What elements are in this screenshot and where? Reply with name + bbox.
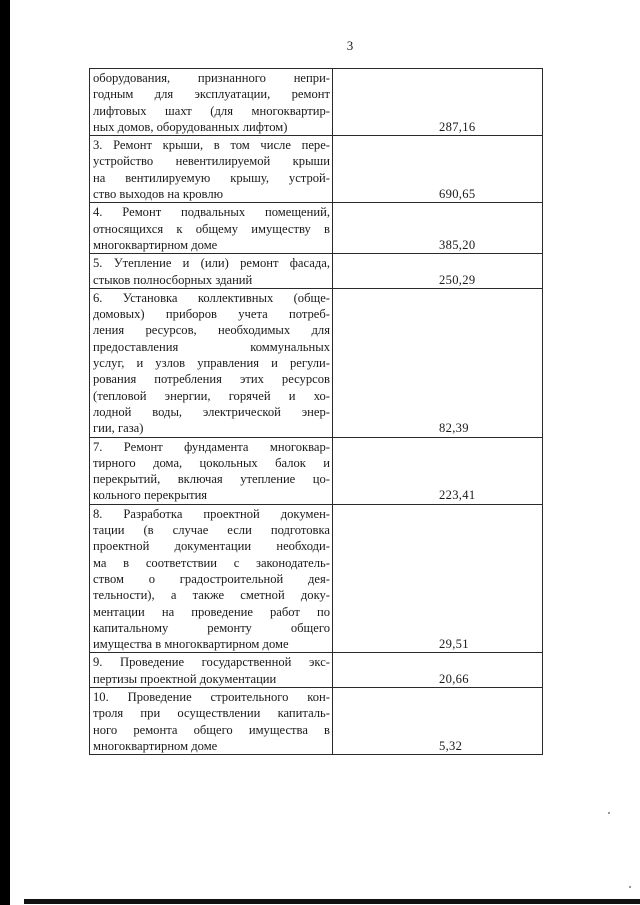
- table-row: [90, 687, 543, 754]
- description-line: имущества в многоквартирном доме: [93, 637, 289, 652]
- description-line: тации (в случае если подготовка: [93, 523, 330, 538]
- table-row: [90, 288, 543, 437]
- description-line: рования потребления этих ресурсов: [93, 372, 330, 387]
- work-description-cell: [90, 687, 333, 754]
- description-line: 7. Ремонт фундамента многоквар-: [93, 439, 330, 454]
- work-description-cell: [90, 136, 333, 203]
- description-line: 3. Ремонт крыши, в том числе пере-: [93, 138, 330, 153]
- description-line: годным для эксплуатации, ремонт: [93, 87, 330, 102]
- description-line: ством о градостроительной дея-: [93, 571, 330, 586]
- description-line: 10. Проведение строительного кон-: [93, 689, 330, 704]
- table-row: [90, 437, 543, 504]
- cost-value-cell: 690,65: [333, 136, 543, 203]
- description-line: услуг, и узлов управления и регули-: [93, 356, 330, 371]
- table-row: [90, 136, 543, 203]
- work-description-cell: [90, 254, 333, 289]
- cost-table: [89, 68, 543, 755]
- description-line: ного ремонта общего имущества в: [93, 722, 330, 737]
- description-line: ных домов, оборудованных лифтом): [93, 119, 288, 134]
- scan-speck: [608, 812, 610, 814]
- cost-value-cell: 20,66: [333, 653, 543, 688]
- description-line: троля при осуществлении капиталь-: [93, 706, 330, 721]
- cost-value-cell: 223,41: [333, 437, 543, 504]
- description-line: проектной документации необходи-: [93, 539, 330, 554]
- description-line: домовых) приборов учета потреб-: [93, 307, 330, 322]
- description-line: (тепловой энергии, горячей и хо-: [93, 388, 330, 403]
- description-line: лодной воды, электрической энер-: [93, 404, 330, 419]
- table-row: [90, 203, 543, 254]
- cost-value-cell: 5,32: [333, 687, 543, 754]
- description-line: стыков полносборных зданий: [93, 272, 253, 287]
- cost-value-cell: 385,20: [333, 203, 543, 254]
- description-line: оборудования, признанного непри-: [93, 71, 330, 85]
- scan-border-bottom: [24, 899, 640, 904]
- work-description-cell: [90, 504, 333, 653]
- description-line: относящихся к общему имуществу в: [93, 221, 330, 236]
- table-row: [90, 653, 543, 688]
- description-line: перекрытий, включая утепление цо-: [93, 472, 330, 487]
- table-row: [90, 254, 543, 289]
- cost-value-cell: 29,51: [333, 504, 543, 653]
- description-line: кольного перекрытия: [93, 488, 208, 503]
- work-description-cell: [90, 288, 333, 437]
- description-line: тельности), а также сметной доку-: [93, 588, 330, 603]
- description-line: ма в соответствии с законодатель-: [93, 555, 330, 570]
- description-line: ство выходов на кровлю: [93, 187, 224, 202]
- description-line: гии, газа): [93, 421, 144, 436]
- description-line: лифтовых шахт (для многоквартир-: [93, 103, 330, 118]
- work-description-cell: [90, 203, 333, 254]
- description-line: ментации на проведение работ по: [93, 604, 330, 619]
- table-row: [90, 504, 543, 653]
- work-description-cell: [90, 437, 333, 504]
- scan-border-left: [0, 0, 10, 905]
- description-line: 5. Утепление и (или) ремонт фасада,: [93, 256, 330, 271]
- description-line: на вентилируемую крышу, устрой-: [93, 170, 330, 185]
- description-line: 9. Проведение государственной экс-: [93, 655, 330, 670]
- page-number: 3: [346, 38, 354, 53]
- cost-value-cell: 82,39: [333, 288, 543, 437]
- description-line: 4. Ремонт подвальных помещений,: [93, 205, 330, 220]
- description-line: устройство невентилируемой крыши: [93, 154, 330, 169]
- work-description-cell: [90, 69, 333, 136]
- scan-speck: [629, 886, 631, 888]
- description-line: 8. Разработка проектной докумен-: [93, 506, 330, 521]
- description-line: тирного дома, цокольных балок и: [93, 455, 330, 470]
- table-row: [90, 69, 543, 136]
- description-line: капитальному ремонту общего: [93, 620, 330, 635]
- description-line: многоквартирном доме: [93, 237, 218, 252]
- description-line: ления ресурсов, необходимых для: [93, 323, 330, 338]
- work-description-cell: [90, 653, 333, 688]
- cost-value-cell: 287,16: [333, 69, 543, 136]
- description-line: пертизы проектной документации: [93, 671, 277, 686]
- description-line: многоквартирном доме: [93, 738, 218, 753]
- cost-table-body: [90, 69, 543, 755]
- description-line: предоставления коммунальных: [93, 339, 330, 354]
- cost-value-cell: 250,29: [333, 254, 543, 289]
- description-line: 6. Установка коллективных (обще-: [93, 290, 330, 305]
